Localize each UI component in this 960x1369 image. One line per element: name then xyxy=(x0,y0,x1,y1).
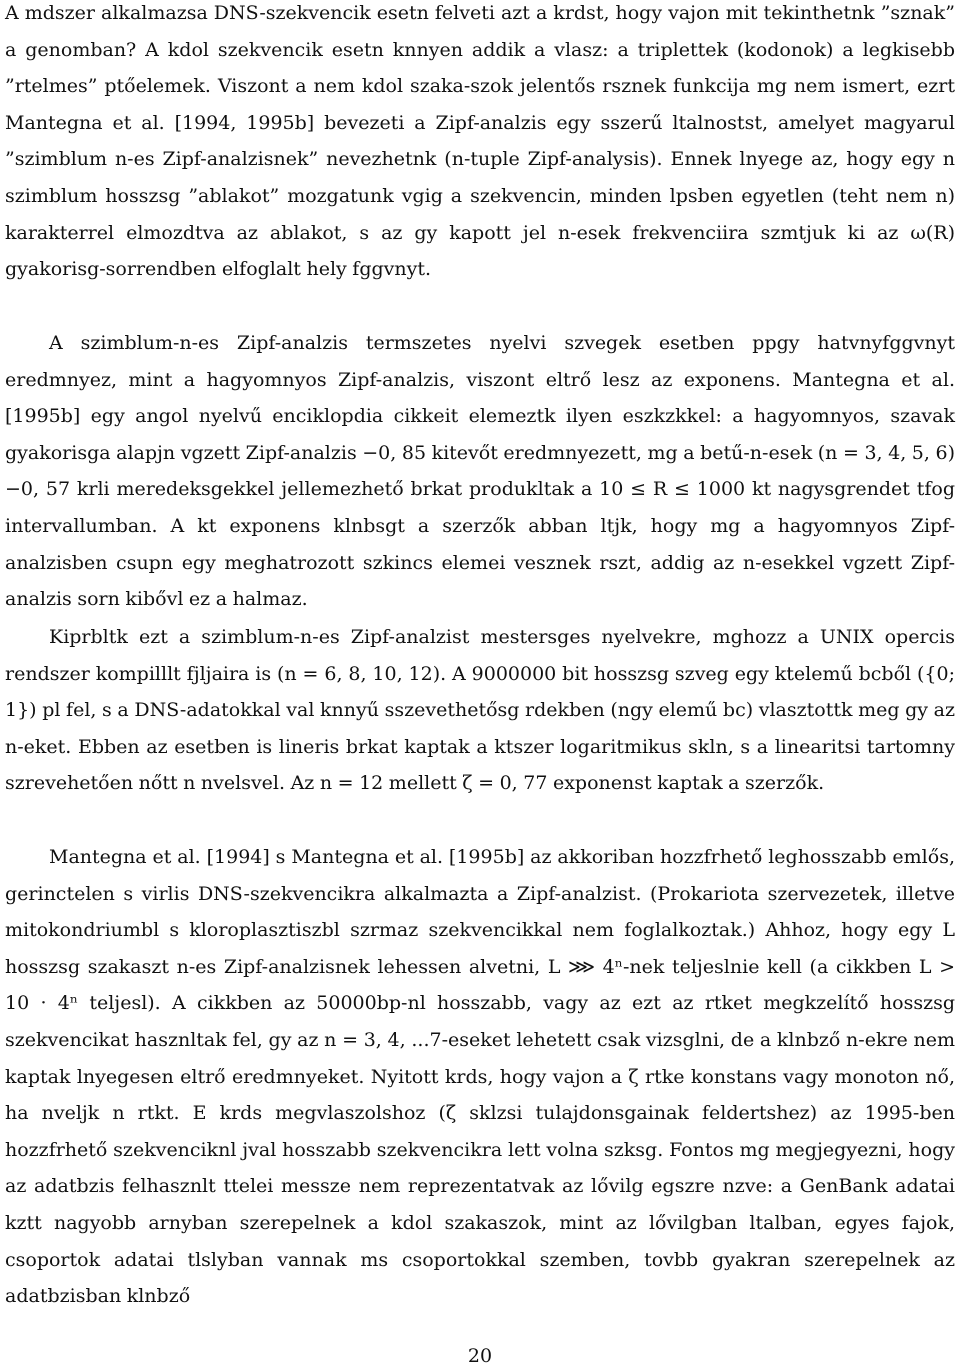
paragraph-4: Mantegna et al. [1994] s Mantegna et al. [1995b] az akkoriban hozzfrhető leghosszabb emlős, gerinctelen s virlis DNS-szekvencikra alkalmazta a Zipf-analzist. (Prokariota szervezetek, illetve mitokondriumbl s kloroplasztiszbl szrmaz szekvencikkal nem foglalkoztak.) Ahhoz, hogy egy L hosszsg szakaszt n-es Zipf-analzisnek lehessen alvetni, L ⋙ 4ⁿ-nek teljeslnie kell (a cikkben L > 10 · 4ⁿ teljesl). A cikkben az 50000bp-nl hosszabb, vagy az ezt az rtket megkzelítő hosszsg szekvencikat hasznltak fel, gy az n = 3, 4, ...7-eseket lehetett csak vizsglni, de a klnbző n-ekre nem kaptak lnyegesen eltrő eredmnyeket. Nyitott krds, hogy vajon a ζ rtke konstans vagy monoton nő, ha nveljk n rtkt. E krds megvlaszolshoz (ζ sklzsi tulajdonsgainak feldertshez) az 1995-ben hozzfrhető szekvenciknl jval hosszabb szekvencikra lett volna szksg. Fontos mg megjegyezni, hogy az adatbzis felhasznlt ttelei messze nem reprezentatvak az lővilg egszre nzve: a GenBank adatai kztt nagyobb arnyban szerepelnek a kdol szakaszok, mint az lővilgban ltalban, egyes fajok, csoportok adatai tlslyban vannak ms csoportokkal szemben, tovbb gyakran szerepelnek az adatbzisban klnbző xyxy=(5,846,955,1308)
page-number: 20 xyxy=(467,1345,493,1367)
paragraph-1: A mdszer alkalmazsa DNS-szekvencik esetn felveti azt a krdst, hogy vajon mit tekinthetnk ”sznak” a genomban? A kdol szekvencik esetn knnyen addik a vlasz: a triplettek (kodonok) a legkisebb ”rtelmes” ptőelemek. Viszont a nem kdol szaka-szok jelentős rsznek funkcija mg nem ismert, ezrt Mantegna et al. [1994, 1995b] bevezeti a Zipf-analzis egy sszerű ltalnostst, amelyet magyarul ”szimblum n-es Zipf-analzisnek” nevezhetnk (n-tuple Zipf-analysis). Ennek lnyege az, hogy egy n szimblum hosszsg ”ablakot” mozgatunk vgig a szekvencin, minden lpsben egyetlen (teht nem n) karakterrel elmozdtva az ablakot, s az gy kapott jel n-esek frekvenciira szmtjuk ki az ω(R) gyakorisg-sorrendben elfoglalt hely fggvnyt. xyxy=(5,2,955,281)
paragraph-2: A szimblum-n-es Zipf-analzis termszetes nyelvi szvegek esetben ppgy hatvnyfggvnyt eredmnyez, mint a hagyomnyos Zipf-analzis, viszont eltrő lesz az exponens. Mantegna et al. [1995b] egy angol nyelvű enciklopdia cikkeit elemeztk ilyen eszkzkkel: a hagyomnyos, szavak gyakorisga alapjn vgzett Zipf-analzis −0, 85 kitevőt eredmnyezett, mg a betű-n-esek (n = 3, 4, 5, 6) −0, 57 krli meredeksgekkel jellemezhető brkat produkltak a 10 ≤ R ≤ 1000 kt nagysgrendet tfog intervallumban. A kt exponens klnbsgt a szerzők abban ltjk, hogy mg a hagyomnyos Zipf-analzisben csupn egy meghatrozott szkincs elemei vesznek rszt, addig az n-esekkel vgzett Zipf-analzis sorn kibővl ez a halmaz. xyxy=(5,332,955,611)
paragraph-3: Kiprbltk ezt a szimblum-n-es Zipf-analzist mestersges nyelvekre, mghozz a UNIX opercis rendszer kompilllt fjljaira is (n = 6, 8, 10, 12). A 9000000 bit hosszsg szveg egy ktelemű bcből ({0; 1}) pl fel, s a DNS-adatokkal val knnyű sszevethetősg rdekben (ngy elemű bc) vlasztottk meg gy az n-eket. Ebben az esetben is lineris brkat kaptak a ktszer logaritmikus skln, s a linearitsi tartomny szrevehetően nőtt n nvelsvel. Az n = 12 mellett ζ = 0, 77 exponenst kaptak a szerzők. xyxy=(5,626,955,795)
